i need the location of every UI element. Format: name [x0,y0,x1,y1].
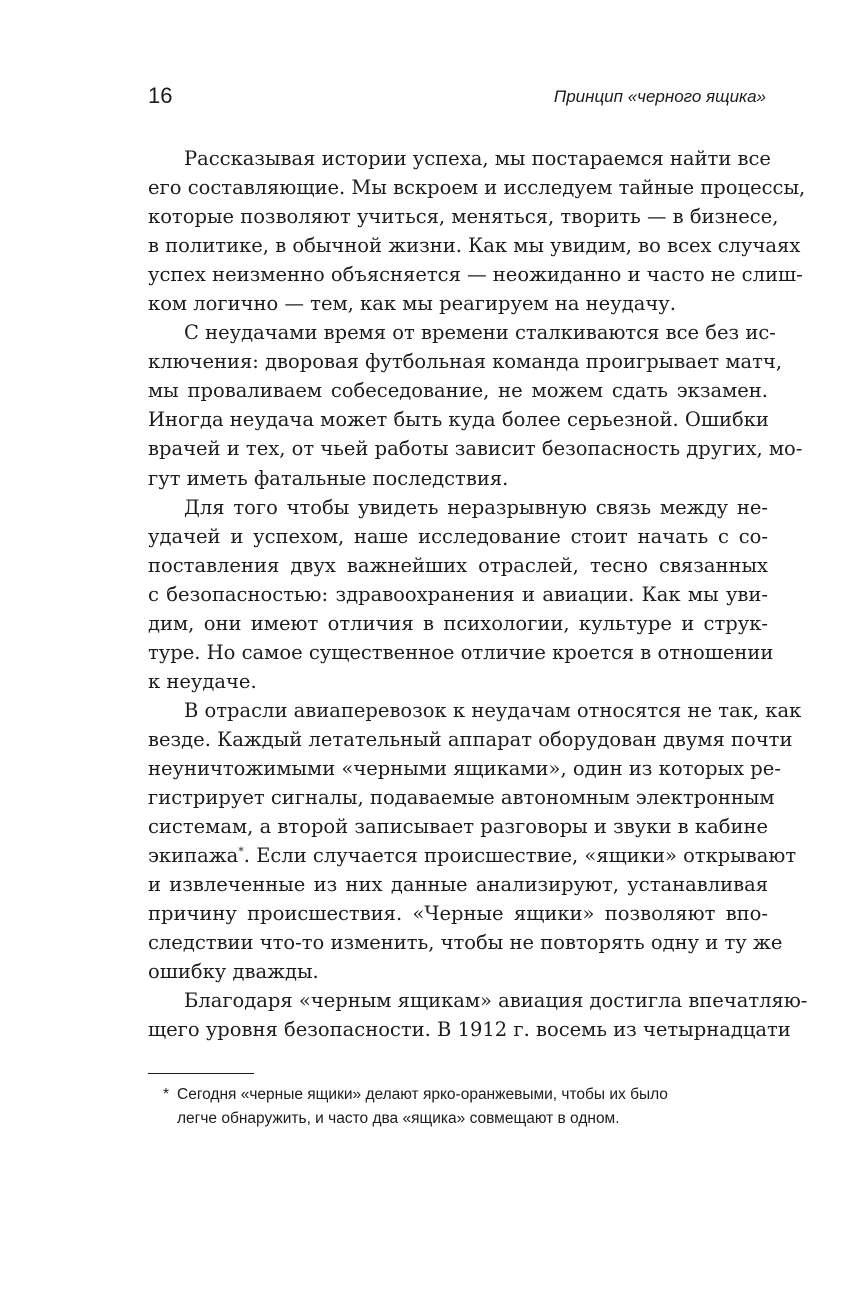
text-line: Для того чтобы увидеть неразрывную связь между не- [184,495,768,519]
text-line: к неудаче. [148,669,257,693]
text-fragment: экипажа [148,844,239,868]
page-number: 16 [148,83,173,108]
footnote-line [148,1083,768,1107]
text-line: которые позволяют учиться, меняться, творить — в бизнесе, [148,205,779,229]
text-line: везде. Каждый летательный аппарат оборудован двумя почти [148,727,793,751]
text-line: гистрирует сигналы, подаваемые автономным электронным [148,786,775,810]
text-line: системам, а второй записывает разговоры и звуки в кабине [148,815,768,839]
text-line: ключения: дворовая футбольная команда проигрывает матч, [148,350,783,374]
text-line: врачей и тех, от чьей работы зависит безопасность других, мо- [148,437,803,461]
text-line: ошибку дважды. [148,960,319,984]
text-line: щего уровня безопасности. В 1912 г. восемь из четырнадцати [148,1018,791,1042]
footnote-divider [148,1073,254,1074]
footnote-reference: * [238,845,244,859]
footnote-text: Сегодня «черные ящики» делают ярко-оранжевыми, чтобы их было [177,1086,668,1103]
text-line: успех неизменно объясняется — неожиданно и часто не слиш- [148,263,803,287]
text-line: причину происшествия. «Черные ящики» позволяют впо- [148,902,768,926]
text-line: поставления двух важнейших отраслей, тесно связанных [148,553,768,577]
text-line: его составляющие. Мы вскроем и исследуем тайные процессы, [148,176,806,200]
text-line [148,841,797,870]
main-text [148,144,808,1044]
footnote [148,1083,768,1131]
text-line: туре. Но самое существенное отличие кроется в отношении [148,640,774,664]
text-line: Благодаря «черным ящикам» авиация достигла впечатляю- [184,989,808,1013]
text-line: следствии что-то изменить, чтобы не повторять одну и ту же [148,931,783,955]
text-line: мы проваливаем собеседование, не можем сдать экзамен. [148,379,768,403]
text-fragment: . Если случается происшествие, «ящики» открывают [243,844,797,868]
text-line: В отрасли авиаперевозок к неудачам относятся не так, как [184,698,802,722]
text-line: удачей и успехом, наше исследование стоит начать с со- [148,524,768,548]
footnote-marker: * [163,1086,170,1103]
text-line: дим, они имеют отличия в психологии, культуре и струк- [148,611,768,635]
text-line: С неудачами время от времени сталкиваются все без ис- [184,321,776,345]
text-line: и извлеченные из них данные анализируют, устанавливая [148,873,768,897]
text-line: с безопасностью: здравоохранения и авиации. Как мы уви- [148,582,768,606]
text-line: в политике, в обычной жизни. Как мы увидим, во всех случаях [148,234,801,258]
text-line: ком логично — тем, как мы реагируем на неудачу. [148,292,676,316]
text-line: неуничтожимыми «черными ящиками», один из которых ре- [148,756,781,780]
text-line: гут иметь фатальные последствия. [148,466,509,490]
running-title: Принцип «черного ящика» [553,87,766,106]
text-line: Рассказывая истории успеха, мы постараемся найти все [184,147,771,170]
footnote-line: легче обнаружить, и часто два «ящика» совмещают в одном. [177,1110,620,1127]
text-line: Иногда неудача может быть куда более серьезной. Ошибки [148,408,769,432]
